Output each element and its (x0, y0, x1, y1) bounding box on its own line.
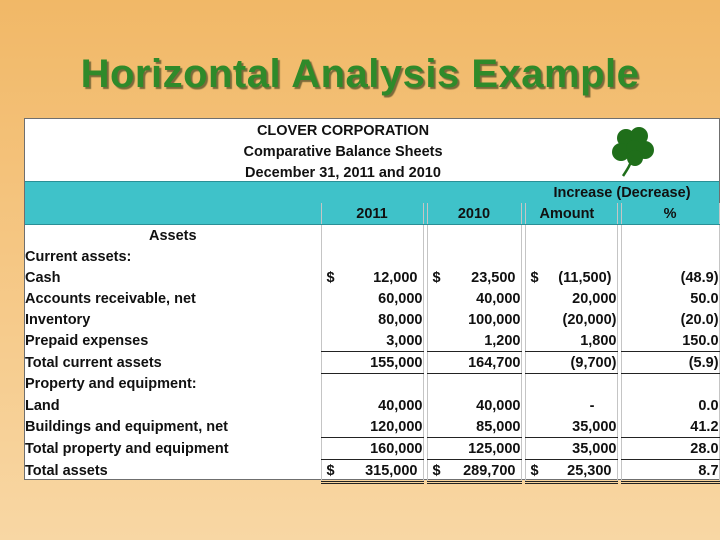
property-heading: Property and equipment: (25, 376, 197, 393)
statement-period: December 31, 2011 and 2010 (245, 165, 441, 181)
current-assets-heading: Current assets: (25, 248, 132, 265)
change-pct: 150.0 (621, 330, 719, 352)
dollar-sign: $ (530, 462, 539, 479)
slide-title: Horizontal Analysis Example (80, 52, 640, 96)
change-amount: 35,000 (525, 438, 617, 460)
change-pct: (20.0) (621, 309, 719, 330)
value-2011: 315,000 (365, 462, 418, 479)
table-row (25, 309, 719, 330)
col-2010-header: 2010 (427, 203, 521, 225)
table-row (25, 416, 719, 438)
header-row-increase (25, 182, 719, 204)
table-row (25, 395, 719, 416)
change-amount: 20,000 (525, 288, 617, 309)
value-2011: 3,000 (321, 330, 423, 352)
change-pct: 41.2 (621, 416, 719, 438)
change-pct: 50.0 (621, 288, 719, 309)
dollar-sign: $ (432, 269, 441, 286)
value-2011: 12,000 (373, 269, 418, 286)
row-label: Total property and equipment (25, 440, 229, 457)
table-row (25, 438, 719, 460)
row-label: Accounts receivable, net (25, 290, 196, 307)
table-row (25, 288, 719, 309)
table-row (25, 330, 719, 352)
dollar-sign: $ (530, 269, 539, 286)
value-2010: 85,000 (427, 416, 521, 438)
increase-decrease-header: Increase (Decrease) (525, 182, 719, 204)
table-row (25, 225, 719, 247)
header-row-columns (25, 203, 719, 225)
company-name: CLOVER CORPORATION (256, 123, 430, 139)
row-label: Inventory (25, 311, 91, 328)
table-row (25, 246, 719, 267)
value-2011: 120,000 (321, 416, 423, 438)
change-pct: (5.9) (621, 352, 719, 374)
balance-sheet-table (25, 181, 720, 484)
value-2011: 60,000 (321, 288, 423, 309)
col-pct-header: % (621, 203, 719, 225)
table-row (25, 352, 719, 374)
change-pct: (48.9) (621, 267, 719, 288)
row-label: Total current assets (25, 354, 162, 371)
value-2010: 289,700 (463, 462, 516, 479)
dollar-sign: $ (326, 462, 335, 479)
change-amount: 25,300 (567, 462, 612, 479)
change-amount: (20,000) (525, 309, 617, 330)
row-label: Buildings and equipment, net (25, 418, 228, 435)
value-2010: 23,500 (471, 269, 516, 286)
value-2010: 40,000 (427, 395, 521, 416)
dollar-sign: $ (432, 462, 441, 479)
col-amount-header: Amount (525, 203, 617, 225)
change-amount: - (525, 395, 617, 416)
table-row (25, 374, 719, 396)
value-2010: 125,000 (427, 438, 521, 460)
value-2010: 164,700 (427, 352, 521, 374)
value-2010: 100,000 (427, 309, 521, 330)
row-label: Prepaid expenses (25, 332, 149, 349)
value-2010: 40,000 (427, 288, 521, 309)
change-amount: (11,500) (558, 269, 612, 286)
statement-name: Comparative Balance Sheets (243, 144, 443, 160)
assets-heading: Assets (148, 227, 197, 244)
table-row (25, 460, 719, 483)
value-2011: 160,000 (321, 438, 423, 460)
value-2010: 1,200 (427, 330, 521, 352)
balance-sheet (24, 118, 720, 480)
row-label: Total assets (25, 463, 108, 479)
col-2011-header: 2011 (321, 203, 423, 225)
change-amount: 35,000 (525, 416, 617, 438)
change-pct: 8.7 (621, 460, 719, 483)
table-row (25, 267, 719, 288)
change-pct: 0.0 (621, 395, 719, 416)
row-label: Land (25, 397, 60, 414)
dollar-sign: $ (326, 269, 335, 286)
value-2011: 40,000 (321, 395, 423, 416)
change-amount: (9,700) (525, 352, 617, 374)
change-pct: 28.0 (621, 438, 719, 460)
row-label: Cash (25, 269, 61, 286)
change-amount: 1,800 (525, 330, 617, 352)
value-2011: 155,000 (321, 352, 423, 374)
shamrock-icon (609, 124, 657, 178)
value-2011: 80,000 (321, 309, 423, 330)
